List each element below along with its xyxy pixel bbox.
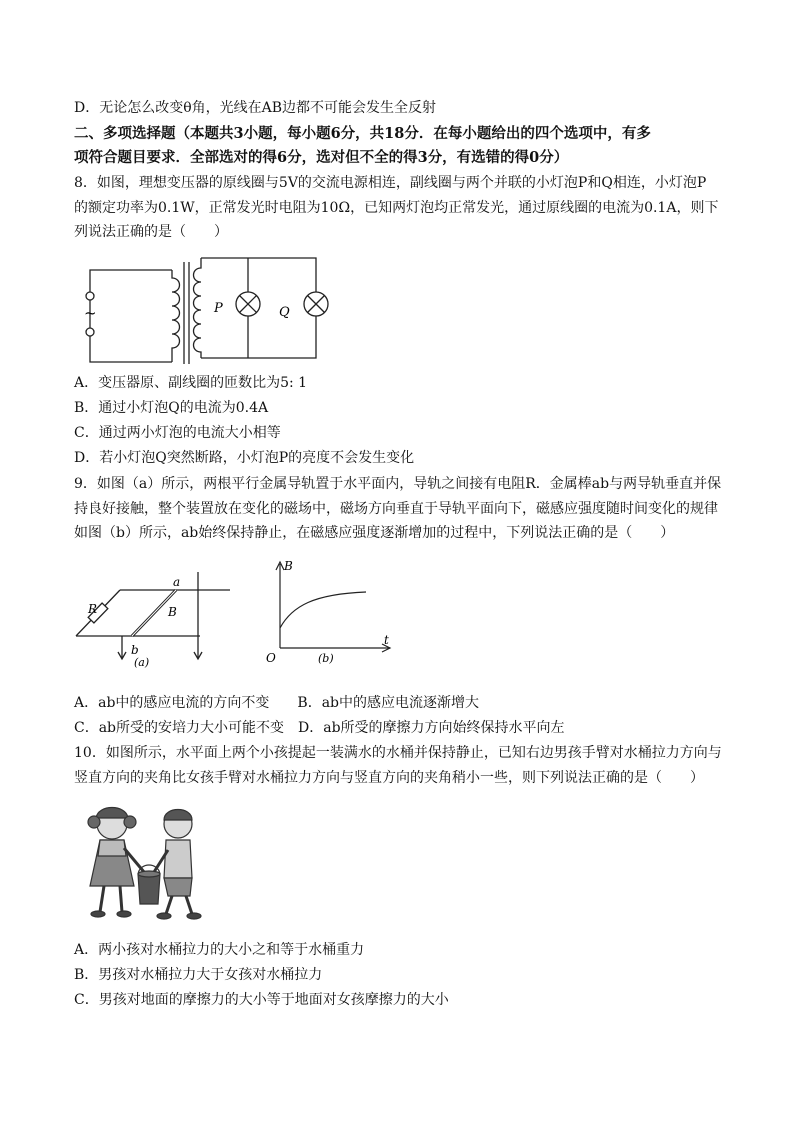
b-curve — [280, 592, 366, 628]
q8-stem-line3: 列说法正确的是（ ） — [74, 224, 228, 240]
source-symbol: ~ — [84, 304, 97, 322]
b-t-graph-figure-b — [262, 556, 402, 670]
q8-option-a: A．变压器原、副线圈的匝数比为5: 1 — [74, 375, 308, 391]
bucket — [138, 874, 160, 904]
children-bucket-illustration — [74, 800, 214, 924]
q9-stem-line2: 持良好接触，整个装置放在变化的磁场中，磁场方向垂直于导轨平面向下，磁感应强度随时间变化的规律 — [74, 501, 718, 517]
label-a: a — [173, 575, 181, 589]
transformer-circuit-figure — [74, 252, 334, 368]
rails-figure-a — [70, 560, 240, 668]
section-heading-line2: 项符合题目要求．全部选对的得6分，选对但不全的得3分，有选错的得0分） — [74, 149, 569, 166]
primary-wire — [90, 270, 172, 362]
axis-x-label: t — [384, 633, 389, 647]
q9-stem-line1: 9．如图（a）所示，两根平行金属导轨置于水平面内，导轨之间接有电阻R．金属棒ab与两导轨垂直并保 — [74, 476, 722, 492]
axis-y-label: B — [284, 559, 293, 573]
secondary-coil — [194, 258, 202, 358]
source-terminal-top — [86, 292, 94, 300]
q9-stem-line3: 如图（b）所示，ab始终保持静止，在磁感应强度逐渐增加的过程中，下列说法正确的是（ ） — [74, 525, 675, 541]
q10-option-c: C．男孩对地面的摩擦力的大小等于地面对女孩摩擦力的大小 — [74, 992, 449, 1008]
q10-option-b: B．男孩对水桶拉力大于女孩对水桶拉力 — [74, 967, 323, 983]
source-terminal-bottom — [86, 328, 94, 336]
q9-options-ab: A．ab中的感应电流的方向不变 B．ab中的感应电流逐渐增大 — [74, 695, 480, 711]
q8-option-c: C．通过两小灯泡的电流大小相等 — [74, 425, 281, 441]
q10-option-a: A．两小孩对水桶拉力的大小之和等于水桶重力 — [74, 942, 365, 958]
primary-coil — [172, 270, 180, 362]
label-r: R — [88, 602, 98, 616]
q9-options-cd: C．ab所受的安培力大小可能不变 D．ab所受的摩擦力方向始终保持水平向左 — [74, 720, 565, 736]
q8-option-d: D．若小灯泡Q突然断路，小灯泡P的亮度不会发生变化 — [74, 450, 415, 466]
caption-a: (a) — [134, 656, 150, 668]
caption-b: (b) — [318, 652, 334, 665]
label-p: P — [214, 301, 223, 316]
q7-option-d: D．无论怎么改变θ角，光线在AB边都不可能会发生全反射 — [74, 100, 437, 116]
boy-shirt — [164, 840, 192, 878]
origin-label: O — [266, 651, 276, 665]
q8-stem-line1: 8．如图，理想变压器的原线圈与5V的交流电源相连，副线圈与两个并联的小灯泡P和Q相连，小灯泡P — [74, 175, 707, 191]
label-field-b: B — [168, 605, 177, 619]
section-heading-line1: 二、多项选择题（本题共3小题，每小题6分，共18分．在每小题给出的四个选项中，有多 — [74, 125, 651, 142]
q10-stem-line1: 10．如图所示，水平面上两个小孩提起一装满水的水桶并保持静止，已知右边男孩手臂对水桶拉力方向与 — [74, 745, 722, 761]
label-q: Q — [279, 305, 290, 320]
q10-stem-line2: 竖直方向的夹角比女孩手臂对水桶拉力方向与竖直方向的夹角稍小一些，则下列说法正确的是（ ） — [74, 770, 704, 786]
label-b: b — [131, 643, 139, 657]
q8-option-b: B．通过小灯泡Q的电流为0.4A — [74, 400, 269, 416]
q8-stem-line2: 的额定功率为0.1W，正常发光时电阻为10Ω，已知两灯泡均正常发光，通过原线圈的电流为0.1A，则下 — [74, 200, 719, 216]
